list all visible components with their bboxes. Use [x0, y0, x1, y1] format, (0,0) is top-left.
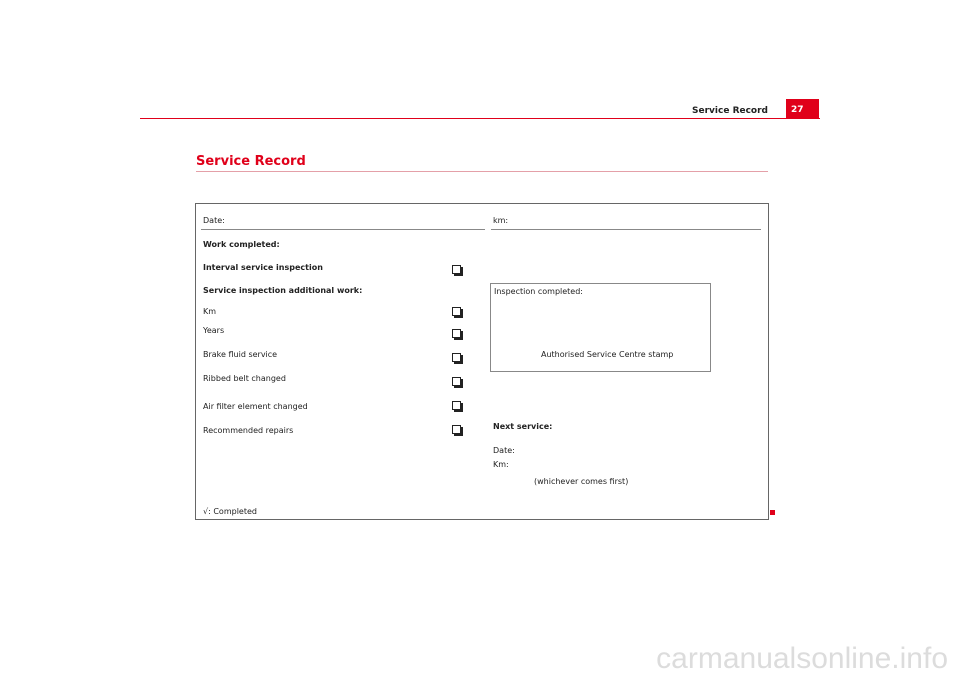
stamp-label: Authorised Service Centre stamp [541, 350, 674, 359]
item-brake-fluid-checkbox[interactable] [452, 353, 461, 362]
completed-legend: √: Completed [203, 507, 257, 516]
item-km-checkbox[interactable] [452, 307, 461, 316]
watermark: carmanualsonline.info [656, 642, 948, 675]
work-completed-label: Work completed: [203, 240, 280, 249]
inspection-completed-label: Inspection completed: [494, 287, 584, 296]
interval-inspection-label: Interval service inspection [203, 263, 323, 272]
additional-work-label: Service inspection additional work: [203, 286, 363, 295]
next-date-label: Date: [493, 446, 515, 455]
next-service-label: Next service: [493, 422, 553, 431]
item-brake-fluid-label: Brake fluid service [203, 350, 278, 359]
interval-inspection-checkbox[interactable] [452, 265, 461, 274]
item-years-checkbox[interactable] [452, 329, 461, 338]
item-air-filter-label: Air filter element changed [203, 402, 308, 411]
section-end-marker [770, 510, 775, 515]
next-km-label: Km: [493, 460, 509, 469]
whichever-note: (whichever comes first) [534, 477, 629, 486]
running-header-title: Service Record [692, 106, 768, 116]
section-divider [196, 171, 768, 172]
date-line [201, 229, 485, 230]
section-title: Service Record [196, 154, 306, 169]
item-recommended-repairs-label: Recommended repairs [203, 426, 294, 435]
header-divider [140, 118, 820, 119]
date-label: Date: [203, 216, 225, 225]
km-line [491, 229, 761, 230]
page-number-badge: 27 [786, 99, 819, 119]
item-ribbed-belt-label: Ribbed belt changed [203, 374, 286, 383]
item-years-label: Years [203, 326, 225, 335]
km-label: km: [493, 216, 509, 225]
item-km-label: Km [203, 307, 217, 316]
item-recommended-repairs-checkbox[interactable] [452, 425, 461, 434]
item-air-filter-checkbox[interactable] [452, 401, 461, 410]
item-ribbed-belt-checkbox[interactable] [452, 377, 461, 386]
